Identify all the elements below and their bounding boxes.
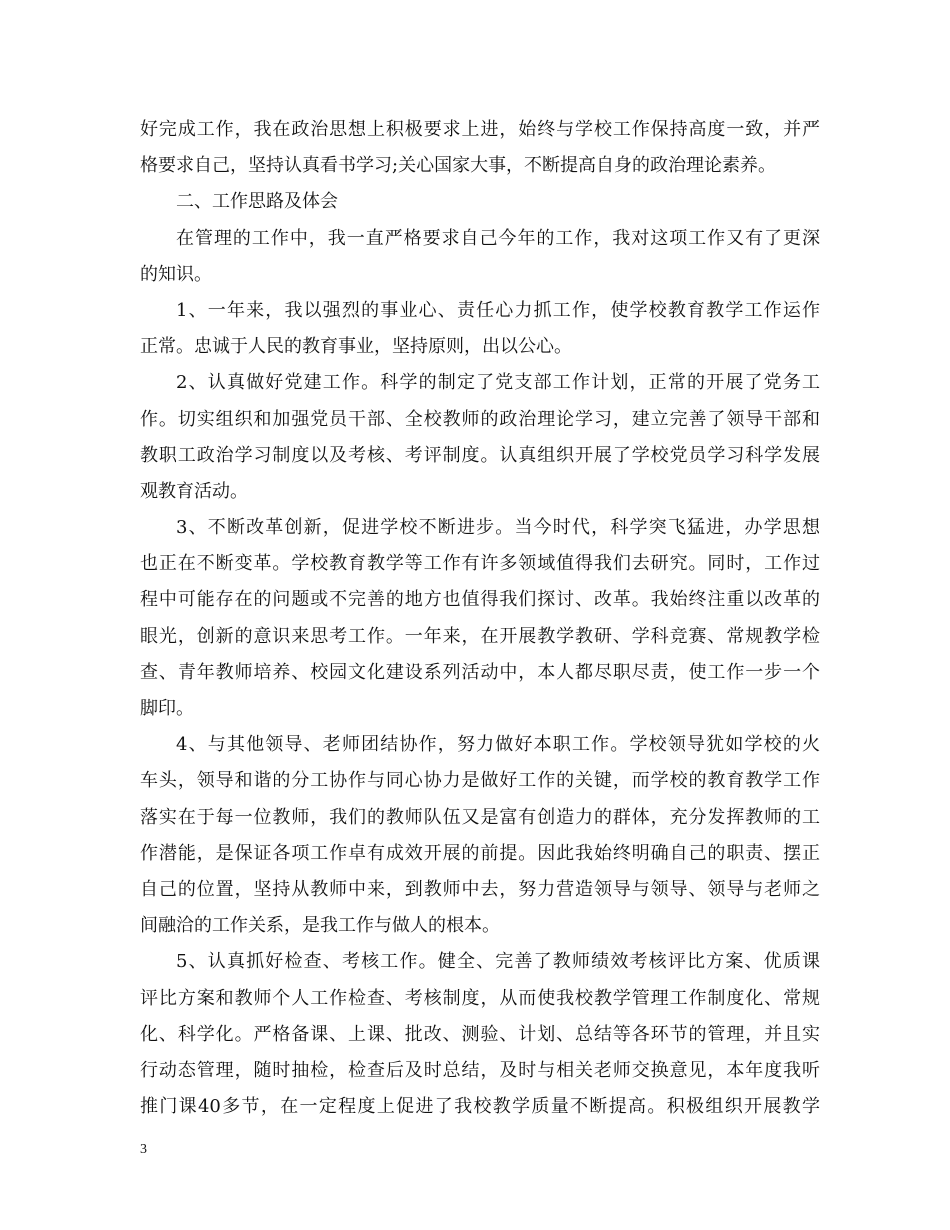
- text-line: 落实在于每一位教师，我们的教师队伍又是富有创造力的群体，充分发挥教师的工: [140, 806, 820, 828]
- text-line: 自己的位置，坚持从教师中来，到教师中去，努力营造领导与领导、领导与老师之: [140, 878, 820, 900]
- text-line: 3、不断改革创新，促进学校不断进步。当今时代，科学突飞猛进，办学思想: [176, 517, 820, 539]
- text-line: 的知识。: [140, 263, 212, 285]
- text-line: 查、青年教师培养、校园文化建设系列活动中，本人都尽职尽责，使工作一步一个: [140, 661, 820, 683]
- text-line: 作。切实组织和加强党员干部、全校教师的政治理论学习，建立完善了领导干部和: [140, 408, 820, 430]
- text-line: 推门课40多节，在一定程度上促进了我校教学质量不断提高。积极组织开展教学: [140, 1096, 820, 1118]
- page-number: 3: [140, 1142, 147, 1157]
- text-line: 作潜能，是保证各项工作卓有成效开展的前提。因此我始终明确自己的职责、摆正: [140, 842, 820, 864]
- text-line: 5、认真抓好检查、考核工作。健全、完善了教师绩效考核评比方案、优质课: [176, 951, 820, 973]
- text-line: 4、与其他领导、老师团结协作，努力做好本职工作。学校领导犹如学校的火: [176, 734, 820, 756]
- text-line: 教职工政治学习制度以及考核、考评制度。认真组织开展了学校党员学习科学发展: [140, 444, 820, 466]
- text-line: 2、认真做好党建工作。科学的制定了党支部工作计划，正常的开展了党务工: [176, 372, 820, 394]
- text-line: 也正在不断变革。学校教育教学等工作有许多领域值得我们去研究。同时，工作过: [140, 553, 820, 575]
- document-body: [140, 112, 820, 1125]
- text-line: 好完成工作，我在政治思想上积极要求上进，始终与学校工作保持高度一致，并严: [140, 119, 820, 140]
- text-line: 脚印。: [140, 698, 194, 719]
- text-line: 化、科学化。严格备课、上课、批改、测验、计划、总结等各环节的管理，并且实: [140, 1023, 820, 1045]
- text-line: 间融洽的工作关系，是我工作与做人的根本。: [140, 915, 500, 937]
- section-heading: 二、工作思路及体会: [176, 191, 338, 213]
- text-line: 行动态管理，随时抽检，检查后及时总结，及时与相关老师交换意见，本年度我听: [140, 1059, 820, 1081]
- text-line: 1、一年来，我以强烈的事业心、责任心力抓工作，使学校教育教学工作运作: [176, 299, 820, 321]
- text-line: 在管理的工作中，我一直严格要求自己今年的工作，我对这项工作又有了更深: [176, 227, 820, 249]
- text-line: 车头，领导和谐的分工协作与同心协力是做好工作的关键，而学校的教育教学工作: [140, 770, 820, 792]
- text-line: 程中可能存在的问题或不完善的地方也值得我们探讨、改革。我始终注重以改革的: [140, 589, 820, 611]
- text-line: 观教育活动。: [140, 480, 248, 502]
- text-line: 评比方案和教师个人工作检查、考核制度，从而使我校教学管理工作制度化、常规: [140, 987, 820, 1009]
- text-line: 眼光，创新的意识来思考工作。一年来，在开展教学教研、学科竞赛、常规教学检: [140, 625, 820, 647]
- text-line: 格要求自己，坚持认真看书学习;关心国家大事，不断提高自身的政治理论素养。: [140, 155, 777, 177]
- text-line: 正常。忠诚于人民的教育事业，坚持原则，出以公心。: [140, 336, 572, 358]
